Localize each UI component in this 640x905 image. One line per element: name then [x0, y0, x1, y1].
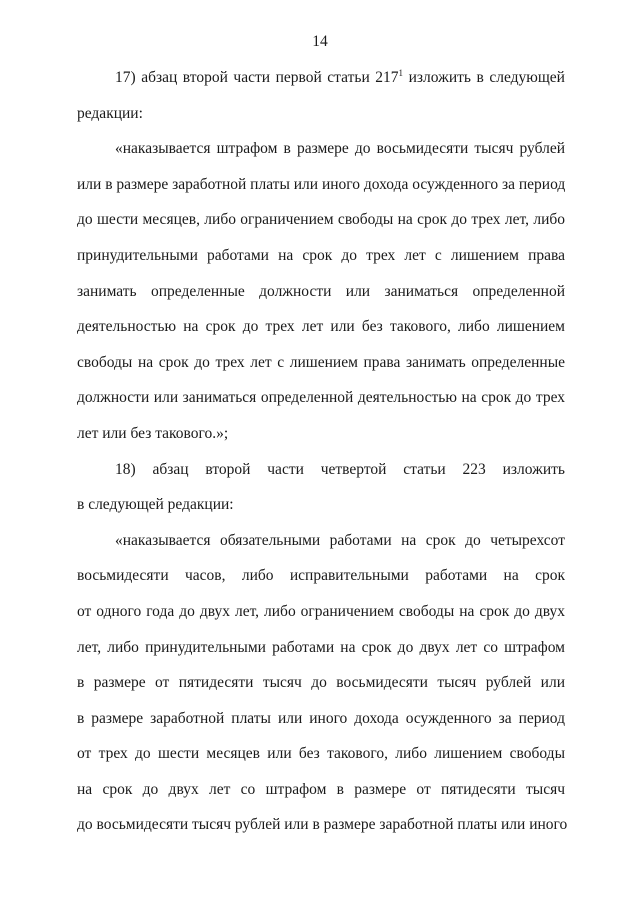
text-line: в следующей редакции: [77, 496, 234, 514]
text-line: свободы на срок до трех лет с лишением права занимать определенные [77, 353, 565, 371]
text-line: лет, либо принудительными работами на срок до двух лет со штрафом [77, 638, 565, 656]
text-line: «наказывается штрафом в размере до восьмидесяти тысяч рублей [115, 140, 565, 158]
text-line: занимать определенные должности или заниматься определенной [77, 282, 565, 300]
page-number: 14 [312, 33, 328, 50]
text-line: «наказывается обязательными работами на срок до четырехсот [115, 531, 565, 549]
text-line: лет или без такового.»; [77, 424, 229, 442]
text-line: 18) абзац второй части четвертой статьи 223 изложить [115, 460, 565, 478]
text-line: в размере заработной платы или иного дохода осужденного за период [77, 709, 565, 727]
text-line: от трех до шести месяцев или без такового, либо лишением свободы [77, 745, 565, 763]
text-line: принудительными работами на срок до трех лет с лишением права [77, 246, 565, 264]
text-line: в размере от пятидесяти тысяч до восьмидесяти тысяч рублей или [77, 674, 565, 692]
text-line: 17) абзац второй части первой статьи $217^1$ изложить в следующей [115, 68, 565, 86]
document-body [77, 60, 568, 843]
text-line: восьмидесяти часов, либо исправительными работами на срок [77, 567, 565, 585]
text-line: от одного года до двух лет, либо ограничением свободы на срок до двух [77, 602, 565, 620]
text-line: до шести месяцев, либо ограничением свободы на срок до трех лет, либо [77, 211, 565, 229]
superscript: 1 [398, 68, 404, 78]
text-line: на срок до двух лет со штрафом в размере от пятидесяти тысяч [77, 780, 565, 798]
text-line: или в размере заработной платы или иного дохода осужденного за период [77, 175, 566, 193]
text-line: деятельностью на срок до трех лет или без такового, либо лишением [77, 318, 565, 336]
text-line: редакции: [77, 104, 143, 122]
text-line: должности или заниматься определенной деятельностью на срок до трех [77, 389, 565, 407]
text-line: до восьмидесяти тысяч рублей или в размере заработной платы или иного [77, 816, 568, 834]
